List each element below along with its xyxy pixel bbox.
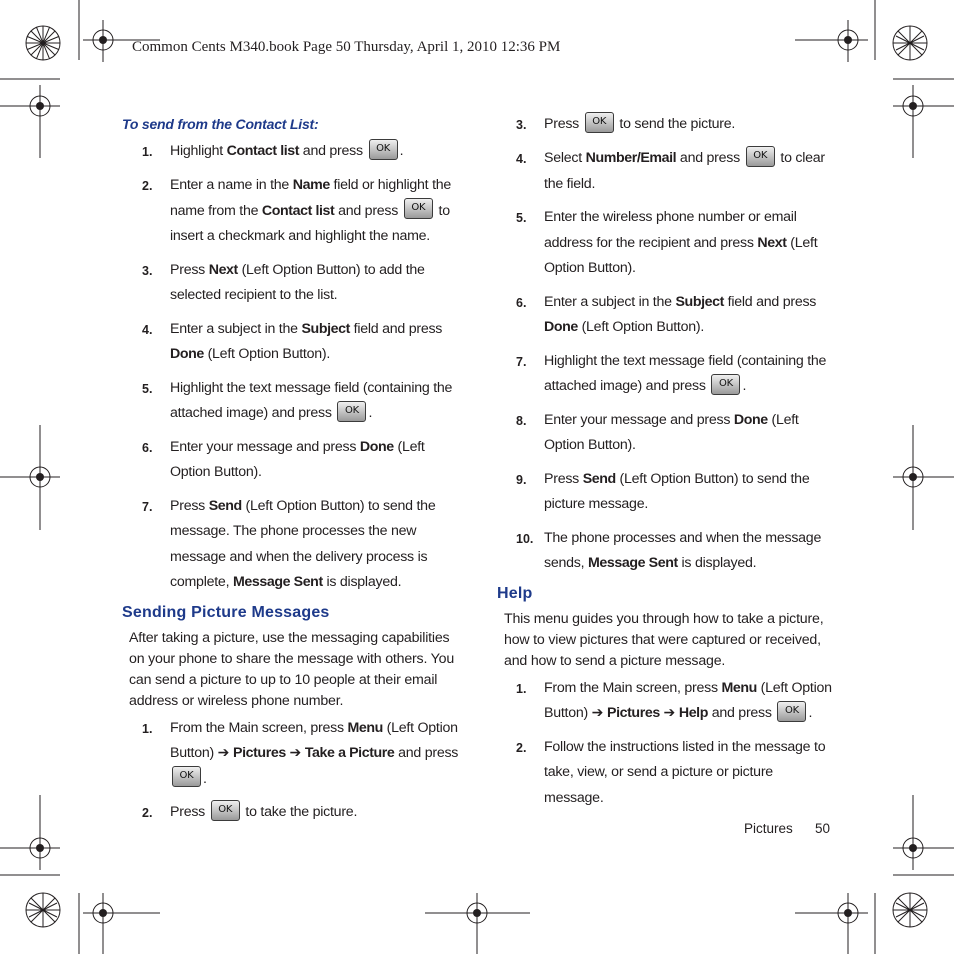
bold-term: Send — [208, 497, 242, 514]
step-item — [497, 290, 837, 341]
sending-picture-messages-heading: Sending Picture Messages — [122, 603, 330, 621]
step-text: Enter your message and press Done (Left Option Button). — [170, 438, 425, 480]
step-number: 3. — [516, 118, 527, 132]
step-text: Press Send (Left Option Button) to send the picture message. — [544, 470, 810, 512]
step-number: 2. — [142, 179, 153, 193]
bold-term: Done — [733, 411, 768, 428]
step-text: Press OK to take the picture. — [170, 800, 462, 826]
continued-steps — [497, 112, 837, 577]
page-number: 50 — [815, 821, 831, 836]
print-header: Common Cents M340.book Page 50 Thursday, April 1, 2010 12:36 PM — [132, 39, 561, 55]
step-item — [122, 800, 462, 826]
bold-term: Done — [170, 346, 204, 362]
step-text: The phone processes and when the message sends, Message Sent is displayed. — [544, 529, 822, 571]
step-text: Press Send (Left Option Button) to send the message. The phone processes the new message and when the delivery process is complete, Message Sent is displayed. — [170, 497, 436, 590]
ok-key-icon: OK — [777, 701, 806, 722]
step-number: 2. — [516, 740, 527, 755]
ok-key-icon: OK — [337, 401, 366, 422]
sending-intro: After taking a picture, use the messaging capabilities on your phone to share the message with others. You can send a picture to up to 10 people at their email address or wireless phone number. — [129, 629, 455, 709]
step-number: 5. — [142, 381, 153, 396]
help-intro: This menu guides you through how to take a picture, how to view pictures that were captured or received, and how to send a picture message. — [504, 610, 824, 669]
ok-key-icon: OK — [585, 112, 614, 133]
step-item — [122, 173, 462, 250]
step-text: Enter a name in the Name field or highlight the name from the Contact list and press OK to insert a checkmark and highlight the name. — [170, 177, 452, 244]
ok-key-icon: OK — [172, 766, 201, 787]
step-text: Enter a subject in the Subject field and press Done (Left Option Button). — [170, 320, 443, 362]
bold-term: Done — [544, 319, 578, 335]
step-text: From the Main screen, press Menu (Left Option Button) ➔ Pictures ➔ Take a Picture and press OK . — [170, 719, 459, 787]
step-text: Follow the instructions listed in the message to take, view, or send a picture or picture message. — [544, 738, 826, 806]
right-column — [497, 112, 837, 819]
ok-key-icon: OK — [711, 374, 740, 395]
step-text: Highlight Contact list and press OK . — [170, 139, 462, 165]
step-item — [497, 735, 837, 812]
step-text: From the Main screen, press Menu (Left Option Button) ➔ Pictures ➔ Help and press OK . — [544, 679, 832, 721]
step-number: 9. — [516, 472, 527, 487]
step-item — [122, 376, 462, 427]
bold-term: Number/Email — [585, 150, 677, 166]
step-number: 10. — [516, 531, 534, 546]
step-text: Press Next (Left Option Button) to add the selected recipient to the list. — [170, 261, 425, 303]
step-item — [497, 408, 837, 459]
footer-section: Pictures — [744, 821, 793, 836]
bold-term: Next — [757, 234, 787, 251]
step-item — [497, 112, 837, 138]
step-number: 1. — [142, 721, 153, 736]
bold-term: Pictures — [233, 745, 286, 761]
step-number: 1. — [142, 145, 153, 159]
step-text: Highlight the text message field (containing the attached image) and press OK . — [170, 379, 453, 421]
step-text: Press OK to send the picture. — [544, 112, 836, 138]
bold-term: Send — [582, 470, 616, 487]
step-text: Enter the wireless phone number or email address for the recipient and press Next (Left Option Button). — [544, 209, 818, 276]
ok-key-icon: OK — [404, 198, 433, 219]
step-number: 6. — [142, 440, 153, 455]
contact-list-heading: To send from the Contact List: — [122, 116, 319, 132]
left-column — [122, 112, 462, 834]
step-number: 7. — [516, 354, 527, 369]
bold-term: Name — [292, 177, 330, 193]
bold-term: Next — [208, 261, 238, 278]
step-item — [497, 349, 837, 400]
sending-steps — [122, 716, 462, 827]
bold-term: Contact list — [261, 202, 335, 219]
bold-term: Help — [678, 705, 708, 721]
ok-key-icon: OK — [369, 139, 398, 160]
help-steps — [497, 676, 837, 812]
step-item — [122, 716, 462, 793]
step-item — [497, 146, 837, 197]
bold-term: Contact list — [226, 143, 300, 159]
step-item — [122, 435, 462, 486]
bold-term: Menu — [347, 719, 383, 736]
step-text: Enter your message and press Done (Left Option Button). — [544, 411, 799, 453]
step-item — [122, 258, 462, 309]
step-item — [497, 205, 837, 282]
bold-term: Pictures — [607, 705, 660, 721]
ok-key-icon: OK — [746, 146, 775, 167]
bold-term: Done — [359, 438, 394, 455]
bold-term: Take a Picture — [304, 745, 395, 761]
step-number: 4. — [142, 322, 153, 337]
step-item — [497, 526, 837, 577]
ok-key-icon: OK — [211, 800, 240, 821]
bold-term: Subject — [301, 320, 350, 337]
step-number: 7. — [142, 499, 153, 514]
step-number: 8. — [516, 413, 527, 428]
bold-term: Message Sent — [588, 555, 678, 571]
step-number: 5. — [516, 211, 527, 225]
contact-list-steps — [122, 139, 462, 596]
step-item — [122, 139, 462, 165]
step-number: 1. — [516, 681, 527, 696]
step-item — [497, 467, 837, 518]
step-item — [497, 676, 837, 727]
bold-term: Message Sent — [232, 574, 323, 590]
help-heading: Help — [497, 584, 533, 602]
step-number: 4. — [516, 152, 527, 166]
step-number: 2. — [142, 806, 153, 820]
step-text: Enter a subject in the Subject field and press Done (Left Option Button). — [544, 293, 817, 335]
step-text: Select Number/Email and press OK to clear the field. — [544, 146, 836, 197]
bold-term: Subject — [675, 293, 724, 310]
step-number: 3. — [142, 263, 153, 278]
step-number: 6. — [516, 295, 527, 310]
step-item — [122, 317, 462, 368]
step-text: Highlight the text message field (containing the attached image) and press OK . — [544, 352, 827, 394]
step-item — [122, 494, 462, 596]
bold-term: Menu — [721, 679, 757, 696]
